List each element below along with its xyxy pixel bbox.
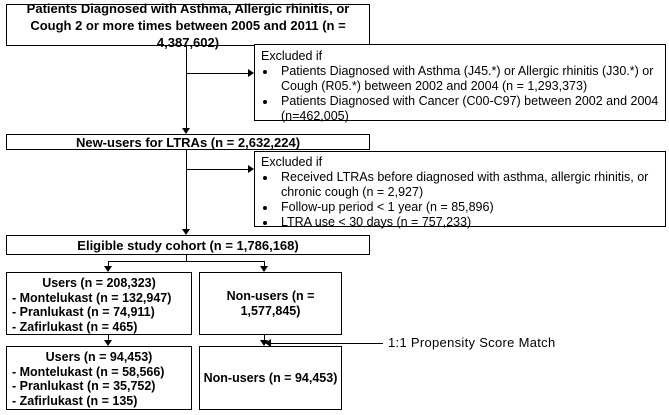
new-users-text: New-users for LTRAs (n = 2,632,224) xyxy=(75,134,301,150)
initial-cohort-text: Patients Diagnosed with Asthma, Allergic rhinitis, or Cough 2 or more times between 2005 and 2011 (n = 4,387,602) xyxy=(26,0,350,50)
nonusers-before-text: Non-users (n = 1,577,845) xyxy=(226,288,315,318)
nonusers-after-box xyxy=(199,346,342,410)
match-label: 1:1 Propensity Score Match xyxy=(388,335,556,350)
nonusers-after-text: Non-users (n = 94,453) xyxy=(203,370,338,385)
exclusion-1-item: • Patients Diagnosed with Cancer (C00-C97) between 2002 and 2004 (n=462,005) xyxy=(277,94,659,124)
eligible-cohort-box xyxy=(6,235,370,255)
exclusion-2-item: • LTRA use < 30 days (n = 757,233) xyxy=(277,215,659,230)
exclusion-1-title: Excluded if xyxy=(261,49,323,63)
users-before-box xyxy=(6,272,192,335)
users-before-line: - Montelukast (n = 132,947) xyxy=(12,290,172,305)
connector-initial-to-newusers xyxy=(186,46,187,129)
exclusion-2-item: • Follow-up period < 1 year (n = 85,896) xyxy=(277,200,659,215)
users-after-title: Users (n = 94,453) xyxy=(45,350,153,364)
users-after-line: - Pranlukast (n = 35,752) xyxy=(12,379,156,393)
exclusion-1-item: • Patients Diagnosed with Asthma (J45.*) or Allergic rhinitis (J30.*) or Cough (R05.*) between 2002 and 2004 (n = 1,293,373) xyxy=(277,64,659,94)
exclusion-box-1 xyxy=(254,44,666,121)
exclusion-2-title: Excluded if xyxy=(261,155,323,169)
initial-cohort-box xyxy=(6,0,370,50)
exclusion-2-item: • Received LTRAs before diagnosed with asthma, allergic rhinitis, or chronic cough (n = 2,927) xyxy=(277,170,659,200)
users-before-line: - Zafirlukast (n = 465) xyxy=(12,319,138,334)
users-after-line: - Zafirlukast (n = 135) xyxy=(12,393,138,408)
new-users-box xyxy=(6,134,370,150)
exclusion-1-list xyxy=(261,64,659,124)
connector-split xyxy=(108,261,265,262)
users-after-line: - Montelukast (n = 58,566) xyxy=(12,364,165,379)
nonusers-before-box xyxy=(199,272,342,335)
users-before-title: Users (n = 208,323) xyxy=(42,276,156,290)
users-after-box xyxy=(6,346,192,410)
users-before-line: - Pranlukast (n = 74,911) xyxy=(12,305,155,319)
connector-newusers-to-eligible xyxy=(186,150,187,230)
connector-to-exclusion2 xyxy=(186,169,248,170)
eligible-cohort-text: Eligible study cohort (n = 1,786,168) xyxy=(77,237,299,253)
exclusion-2-list xyxy=(261,170,659,230)
match-pointer-line xyxy=(270,343,383,344)
exclusion-box-2 xyxy=(254,151,666,227)
connector-to-exclusion1 xyxy=(186,73,248,74)
